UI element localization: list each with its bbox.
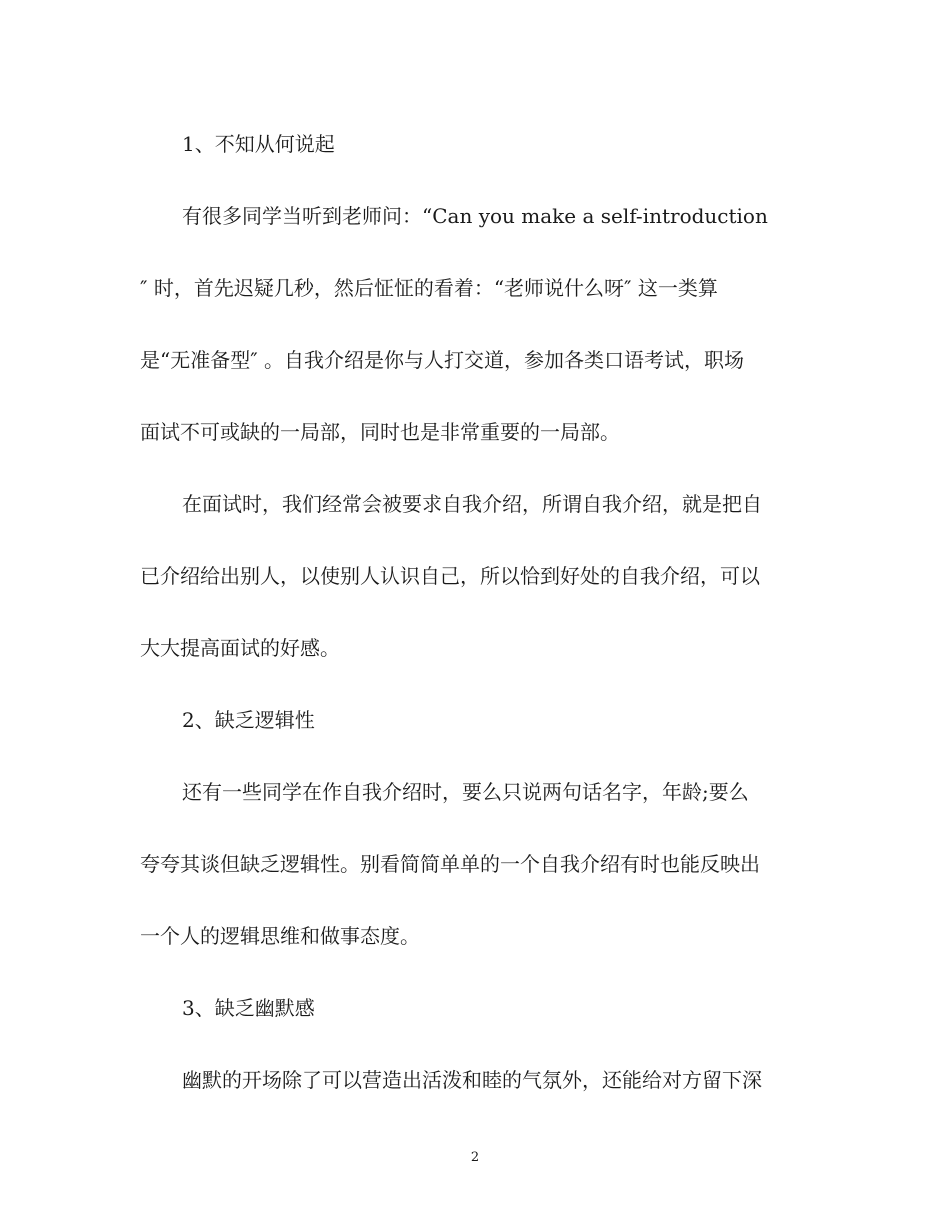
paragraph-line: 已介绍给出别人，以使别人认识自己，所以恰到好处的自我介绍，可以 bbox=[140, 564, 760, 588]
heading-3: 3、缺乏幽默感 bbox=[182, 996, 315, 1020]
paragraph-line: 一个人的逻辑思维和做事态度。 bbox=[140, 924, 420, 948]
paragraph-line: 在面试时，我们经常会被要求自我介绍，所谓自我介绍，就是把自 bbox=[182, 492, 762, 516]
paragraph-line: ″ 时，首先迟疑几秒，然后怔怔的看着：“老师说什么呀″ 这一类算 bbox=[140, 276, 718, 300]
page-number: 2 bbox=[470, 1150, 480, 1165]
paragraph-line: 有很多同学当听到老师问：“Can you make a self-introduction bbox=[182, 204, 768, 228]
paragraph-line: 大大提高面试的好感。 bbox=[140, 636, 340, 660]
heading-1: 1、不知从何说起 bbox=[182, 132, 335, 156]
heading-2: 2、缺乏逻辑性 bbox=[182, 708, 315, 732]
paragraph-line: 幽默的开场除了可以营造出活泼和睦的气氛外，还能给对方留下深 bbox=[182, 1068, 762, 1092]
paragraph-line: 面试不可或缺的一局部，同时也是非常重要的一局部。 bbox=[140, 420, 620, 444]
paragraph-line: 还有一些同学在作自我介绍时，要么只说两句话名字，年龄;要么 bbox=[182, 780, 749, 804]
paragraph-line: 是“无准备型″ 。自我介绍是你与人打交道，参加各类口语考试，职场 bbox=[140, 348, 745, 372]
paragraph-line: 夸夸其谈但缺乏逻辑性。别看简简单单的一个自我介绍有时也能反映出 bbox=[140, 852, 760, 876]
